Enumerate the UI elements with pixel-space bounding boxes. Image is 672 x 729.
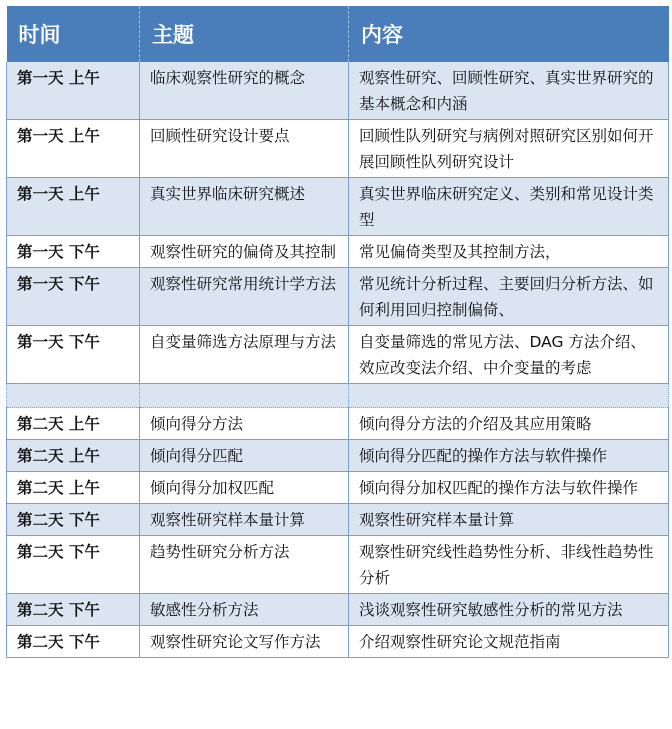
table-row	[7, 178, 669, 236]
spacer-cell	[140, 384, 349, 408]
topic-cell: 倾向得分加权匹配	[140, 472, 349, 504]
topic-cell: 敏感性分析方法	[140, 594, 349, 626]
table-row	[7, 440, 669, 472]
table-header	[7, 6, 669, 62]
spacer-cell	[349, 384, 669, 408]
table-row	[7, 472, 669, 504]
table-row	[7, 326, 669, 384]
content-cell: 常见统计分析过程、主要回归分析方法、如何利用回归控制偏倚、	[349, 268, 669, 326]
topic-cell: 倾向得分方法	[140, 408, 349, 440]
time-cell: 第二天 下午	[7, 536, 140, 594]
topic-cell: 真实世界临床研究概述	[140, 178, 349, 236]
topic-cell: 自变量筛选方法原理与方法	[140, 326, 349, 384]
table-body	[7, 62, 669, 658]
table-row	[7, 504, 669, 536]
header-topic: 主题	[140, 6, 349, 62]
topic-cell: 观察性研究的偏倚及其控制	[140, 236, 349, 268]
table-row	[7, 120, 669, 178]
content-cell: 真实世界临床研究定义、类别和常见设计类型	[349, 178, 669, 236]
schedule-table	[6, 6, 669, 658]
topic-cell: 临床观察性研究的概念	[140, 62, 349, 120]
content-cell: 观察性研究线性趋势性分析、非线性趋势性分析	[349, 536, 669, 594]
time-cell: 第一天 下午	[7, 326, 140, 384]
time-cell: 第一天 上午	[7, 120, 140, 178]
spacer-cell	[7, 384, 140, 408]
time-cell: 第二天 下午	[7, 504, 140, 536]
content-cell: 观察性研究样本量计算	[349, 504, 669, 536]
time-cell: 第一天 下午	[7, 236, 140, 268]
table-row	[7, 62, 669, 120]
header-time: 时间	[7, 6, 140, 62]
header-content: 内容	[349, 6, 669, 62]
topic-cell: 回顾性研究设计要点	[140, 120, 349, 178]
table-row	[7, 236, 669, 268]
time-cell: 第一天 下午	[7, 268, 140, 326]
topic-cell: 观察性研究论文写作方法	[140, 626, 349, 658]
content-cell: 自变量筛选的常见方法、DAG 方法介绍、效应改变法介绍、中介变量的考虑	[349, 326, 669, 384]
content-cell: 倾向得分方法的介绍及其应用策略	[349, 408, 669, 440]
content-cell: 常见偏倚类型及其控制方法，	[349, 236, 669, 268]
table-row	[7, 268, 669, 326]
table-row	[7, 594, 669, 626]
content-cell: 倾向得分匹配的操作方法与软件操作	[349, 440, 669, 472]
content-cell: 回顾性队列研究与病例对照研究区别如何开展回顾性队列研究设计	[349, 120, 669, 178]
time-cell: 第二天 上午	[7, 440, 140, 472]
time-cell: 第二天 上午	[7, 472, 140, 504]
spacer-row	[7, 384, 669, 408]
topic-cell: 趋势性研究分析方法	[140, 536, 349, 594]
topic-cell: 倾向得分匹配	[140, 440, 349, 472]
topic-cell: 观察性研究样本量计算	[140, 504, 349, 536]
time-cell: 第二天 上午	[7, 408, 140, 440]
table-row	[7, 626, 669, 658]
table-row	[7, 536, 669, 594]
content-cell: 浅谈观察性研究敏感性分析的常见方法	[349, 594, 669, 626]
content-cell: 倾向得分加权匹配的操作方法与软件操作	[349, 472, 669, 504]
time-cell: 第一天 上午	[7, 178, 140, 236]
topic-cell: 观察性研究常用统计学方法	[140, 268, 349, 326]
content-cell: 观察性研究、回顾性研究、真实世界研究的基本概念和内涵	[349, 62, 669, 120]
table-row	[7, 408, 669, 440]
time-cell: 第一天 上午	[7, 62, 140, 120]
time-cell: 第二天 下午	[7, 626, 140, 658]
content-cell: 介绍观察性研究论文规范指南	[349, 626, 669, 658]
time-cell: 第二天 下午	[7, 594, 140, 626]
header-row	[7, 6, 669, 62]
